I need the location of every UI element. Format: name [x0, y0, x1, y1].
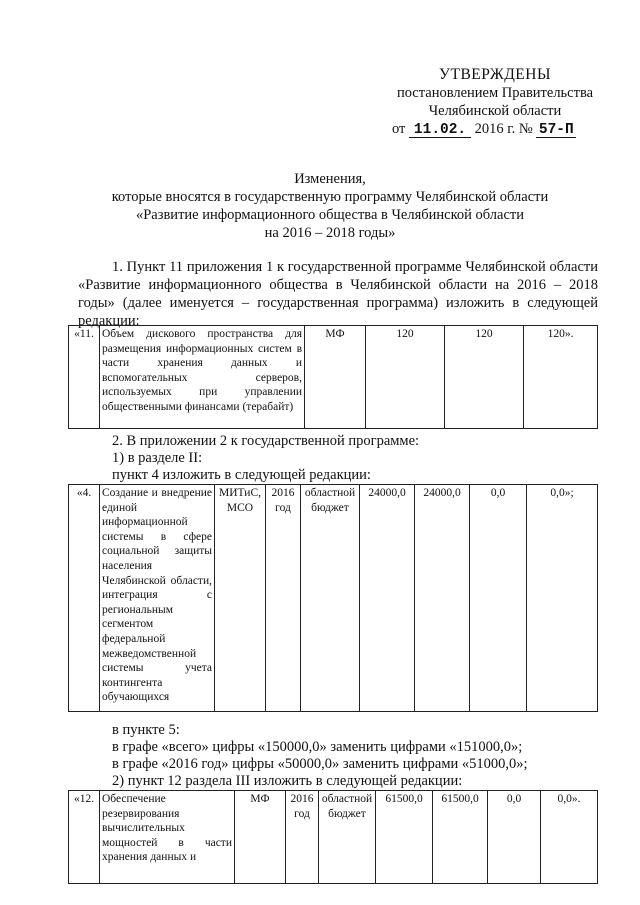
paragraph-3: 1) в разделе II:	[112, 450, 203, 466]
date-value: 11.02.	[409, 123, 471, 138]
row-source: областной бюджет	[319, 791, 376, 884]
approval-date-line	[392, 120, 600, 138]
decree-number: 57-П	[536, 123, 576, 138]
row-executor: МФ	[235, 791, 286, 884]
row-number: «11.	[69, 326, 100, 429]
row-description: Обеспечение резервирования вычислительных мощностей в части хранения данных и	[100, 791, 235, 884]
paragraph-5: в пункте 5:	[112, 722, 180, 738]
title-line-4: на 2016 – 2018 годы»	[264, 225, 396, 241]
row-number: «12.	[69, 791, 100, 884]
paragraph-6: в графе «всего» цифры «150000,0» заменить цифрами «151000,0»;	[112, 739, 523, 755]
date-prefix: от	[392, 121, 406, 137]
paragraph-4: пункт 4 изложить в следующей редакции:	[112, 467, 371, 483]
row-source: областной бюджет	[301, 485, 360, 712]
table-item-4	[68, 484, 598, 712]
row-description: Создание и внедрение единой информационной системы в сфере социальной защиты населения Челябинской области, интеграция с региональным сегментом федеральной межведомственной системы учета контингента обучающихся	[100, 485, 215, 712]
row-year: 2016 год	[286, 791, 319, 884]
title-line-3: «Развитие информационного общества в Челябинской области	[135, 207, 524, 223]
table-item-11	[68, 325, 598, 429]
row-value-3: 0,0	[470, 485, 527, 712]
row-value-2: 61500,0	[433, 791, 488, 884]
row-executor: МИТиС, МСО	[215, 485, 266, 712]
table-row	[69, 326, 598, 429]
table-row	[69, 791, 598, 884]
approval-heading: УТВЕРЖДЕНЫ	[439, 66, 551, 83]
row-value-4: 0,0».	[541, 791, 598, 884]
approval-line-1: постановлением Правительства	[396, 85, 594, 101]
row-value-1: 24000,0	[360, 485, 415, 712]
row-description: Объем дискового пространства для размещения информационных систем в части хранения данных и вспомогательных серверов, используемых при управлении общественными финансами (терабайт)	[100, 326, 305, 429]
paragraph-8: 2) пункт 12 раздела III изложить в следующей редакции:	[112, 773, 463, 789]
title-line-1: Изменения,	[294, 171, 366, 187]
year-suffix: 2016 г. №	[474, 121, 533, 137]
row-value-2: 24000,0	[415, 485, 470, 712]
table-item-12	[68, 790, 598, 884]
row-year: 2016 год	[266, 485, 301, 712]
table-row	[69, 485, 598, 712]
row-value-4: 0,0»;	[527, 485, 598, 712]
row-value-1: 120	[366, 326, 445, 429]
row-value-3: 120».	[524, 326, 598, 429]
paragraph-1: 1. Пункт 11 приложения 1 к государственной программе Челябинской области «Развитие информационного общества в Челябинской области на 2016 – 2018 годы» (далее именуется – государственная программа) изложить в следующей редакции:	[78, 259, 598, 329]
approval-block	[390, 66, 600, 138]
row-value-3: 0,0	[488, 791, 541, 884]
row-value-1: 61500,0	[376, 791, 433, 884]
paragraph-2: 2. В приложении 2 к государственной программе:	[112, 433, 420, 449]
row-number: «4.	[69, 485, 100, 712]
row-executor: МФ	[305, 326, 366, 429]
approval-line-2: Челябинской области	[428, 103, 562, 119]
row-value-2: 120	[445, 326, 524, 429]
document-title	[70, 170, 590, 242]
paragraph-7: в графе «2016 год» цифры «50000,0» заменить цифрами «51000,0»;	[112, 756, 528, 772]
title-line-2: которые вносятся в государственную программу Челябинской области	[111, 189, 549, 205]
